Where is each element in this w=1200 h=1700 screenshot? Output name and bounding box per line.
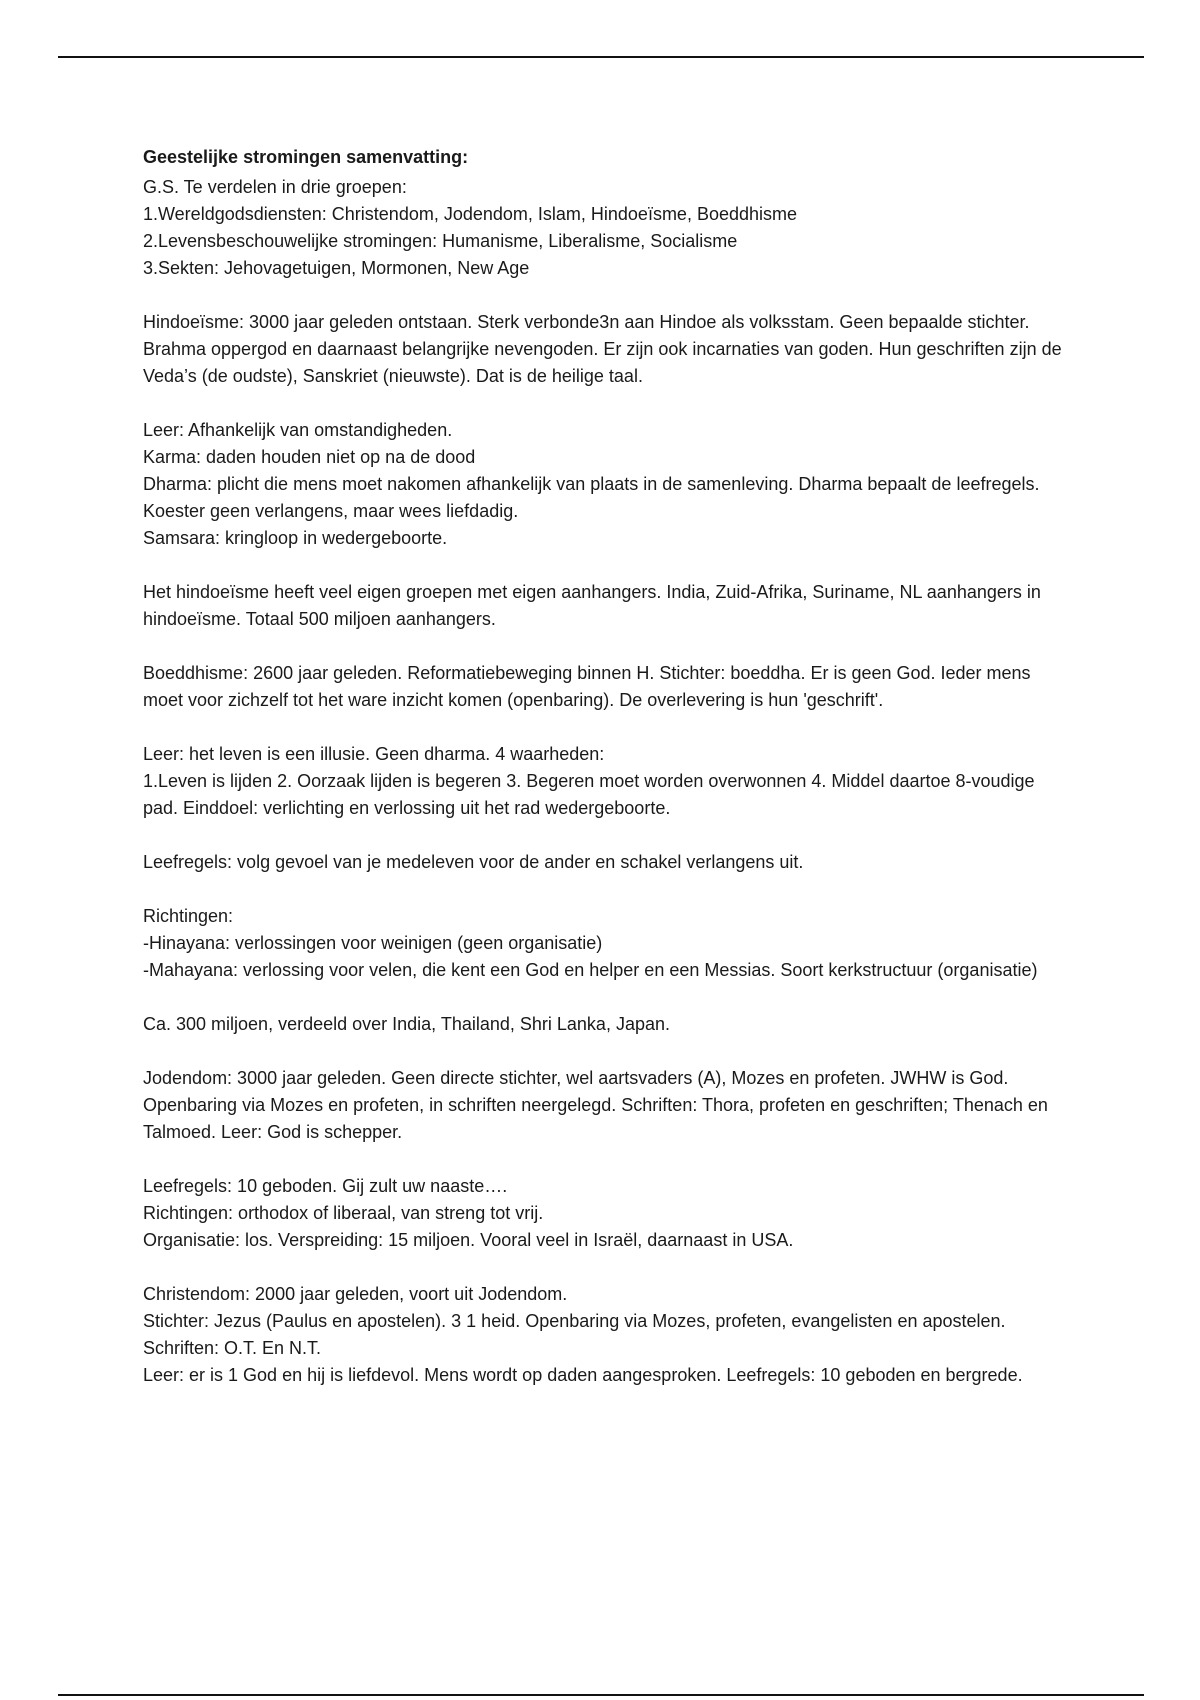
header-rule xyxy=(58,56,1144,58)
text-line: -Hinayana: verlossingen voor weinigen (geen organisatie) xyxy=(143,933,603,953)
text-line: Het hindoeïsme heeft veel eigen groepen met eigen aanhangers. India, Zuid-Afrika, Suriname, NL aanhangers in hindoeïsme. Totaal 500 miljoen aanhangers. xyxy=(143,582,1041,629)
paragraph-hindoe-leer xyxy=(143,417,1063,552)
text-line: Jodendom: 3000 jaar geleden. Geen directe stichter, wel aartsvaders (A), Mozes en profeten. JWHW is God. Openbaring via Mozes en profeten, in schriften neergelegd. Schriften: Thora, profeten en geschriften; Thenach en Talmoed. Leer: God is schepper. xyxy=(143,1068,1048,1142)
paragraph-christendom xyxy=(143,1281,1063,1389)
text-line: 3.Sekten: Jehovagetuigen, Mormonen, New Age xyxy=(143,258,530,278)
text-line: -Mahayana: verlossing voor velen, die kent een God en helper en een Messias. Soort kerkstructuur (organisatie) xyxy=(143,960,1038,980)
text-line: Stichter: Jezus (Paulus en apostelen). 3 1 heid. Openbaring via Mozes, profeten, evangelisten en apostelen. xyxy=(143,1311,1006,1331)
document-title: Geestelijke stromingen samenvatting: xyxy=(143,147,469,167)
text-line: Ca. 300 miljoen, verdeeld over India, Thailand, Shri Lanka, Japan. xyxy=(143,1014,670,1034)
paragraph-hindoe-groepen xyxy=(143,579,1063,633)
text-line: Organisatie: los. Verspreiding: 15 miljoen. Vooral veel in Israël, daarnaast in USA. xyxy=(143,1230,794,1250)
text-line: 1.Leven is lijden 2. Oorzaak lijden is begeren 3. Begeren moet worden overwonnen 4. Middel daartoe 8-voudige pad. Einddoel: verlichting en verlossing uit het rad wedergeboorte. xyxy=(143,771,1035,818)
text-line: Karma: daden houden niet op na de dood xyxy=(143,447,476,467)
text-line: Boeddhisme: 2600 jaar geleden. Reformatiebeweging binnen H. Stichter: boeddha. Er is geen God. Ieder mens moet voor zichzelf tot het ware inzicht komen (openbaring). De overlevering is hun 'geschrift'. xyxy=(143,663,1031,710)
text-line: Schriften: O.T. En N.T. xyxy=(143,1338,322,1358)
text-line: Richtingen: xyxy=(143,906,234,926)
document-body xyxy=(143,144,1063,1416)
paragraph-intro xyxy=(143,174,1063,282)
text-line: 1.Wereldgodsdiensten: Christendom, Jodendom, Islam, Hindoeïsme, Boeddhisme xyxy=(143,204,798,224)
paragraph-boeddha-verspreiding xyxy=(143,1011,1063,1038)
paragraph-boeddha-leefregels xyxy=(143,849,1063,876)
paragraph-boeddha-leer xyxy=(143,741,1063,822)
footer-rule xyxy=(58,1694,1144,1696)
paragraph-boeddha-richtingen xyxy=(143,903,1063,984)
text-line: Leefregels: volg gevoel van je medeleven voor de ander en schakel verlangens uit. xyxy=(143,852,804,872)
text-line: Hindoeïsme: 3000 jaar geleden ontstaan. Sterk verbonde3n aan Hindoe als volksstam. Geen bepaalde stichter. Brahma oppergod en daarnaast belangrijke nevengoden. Er zijn ook incarnaties van goden. Hun geschriften zijn de Veda’s (de oudste), Sanskriet (nieuwste). Dat is de heilige taal. xyxy=(143,312,1062,386)
text-line: Leer: het leven is een illusie. Geen dharma. 4 waarheden: xyxy=(143,744,605,764)
paragraph-jodendom xyxy=(143,1065,1063,1146)
text-line: Leer: er is 1 God en hij is liefdevol. Mens wordt op daden aangesproken. Leefregels: 10 geboden en bergrede. xyxy=(143,1365,1023,1385)
paragraph-boeddhisme xyxy=(143,660,1063,714)
text-line: 2.Levensbeschouwelijke stromingen: Humanisme, Liberalisme, Socialisme xyxy=(143,231,738,251)
text-line: Leer: Afhankelijk van omstandigheden. xyxy=(143,420,453,440)
text-line: Christendom: 2000 jaar geleden, voort uit Jodendom. xyxy=(143,1284,568,1304)
text-line: Richtingen: orthodox of liberaal, van streng tot vrij. xyxy=(143,1203,544,1223)
paragraph-joods-leefregels xyxy=(143,1173,1063,1254)
text-line: G.S. Te verdelen in drie groepen: xyxy=(143,177,407,197)
text-line: Leefregels: 10 geboden. Gij zult uw naaste…. xyxy=(143,1176,508,1196)
text-line: Dharma: plicht die mens moet nakomen afhankelijk van plaats in de samenleving. Dharma bepaalt de leefregels. Koester geen verlangens, maar wees liefdadig. xyxy=(143,474,1040,521)
text-line: Samsara: kringloop in wedergeboorte. xyxy=(143,528,448,548)
paragraph-hindoeisme xyxy=(143,309,1063,390)
